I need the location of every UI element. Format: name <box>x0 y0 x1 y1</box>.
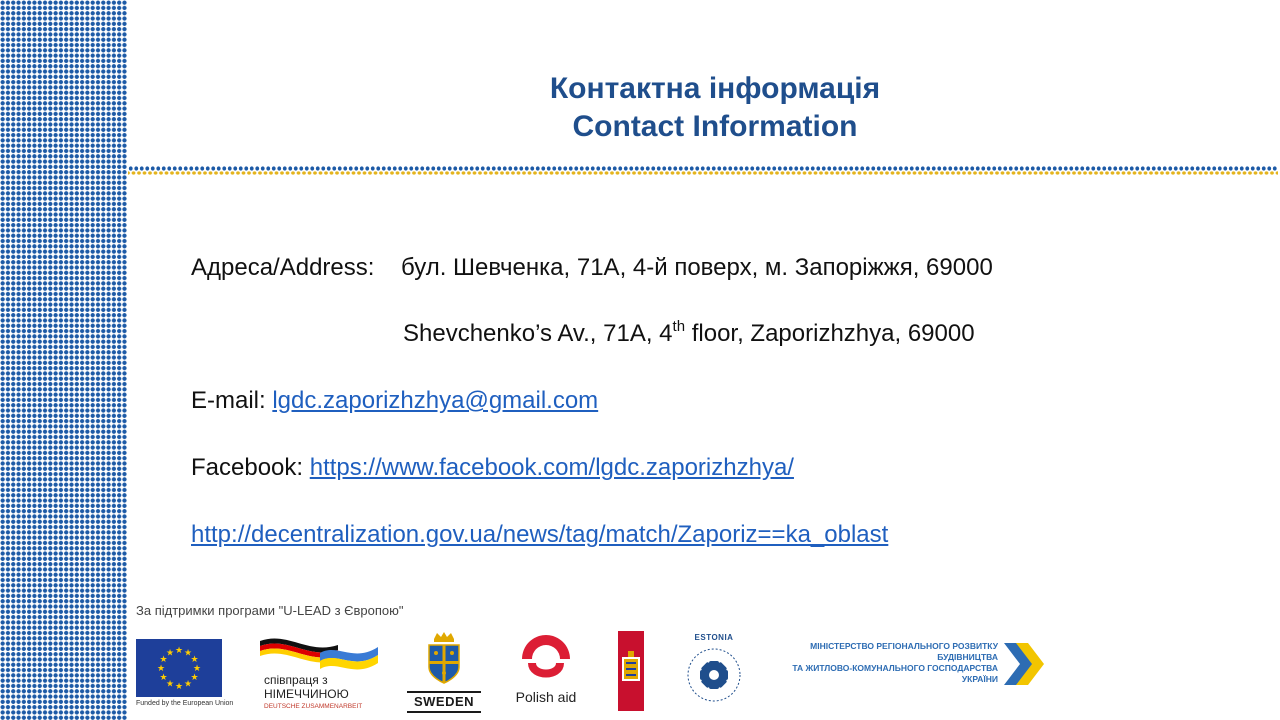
title-ukrainian: Контактна інформація <box>549 72 881 105</box>
svg-text:★: ★ <box>183 647 193 658</box>
svg-text:★: ★ <box>190 672 199 682</box>
facebook-row <box>191 453 794 483</box>
decentralization-row <box>191 520 888 550</box>
svg-text:★: ★ <box>174 681 184 691</box>
svg-text:★: ★ <box>165 647 175 658</box>
address-english-row <box>403 319 975 349</box>
dotted-side-panel <box>0 0 127 720</box>
svg-text:★: ★ <box>183 678 193 689</box>
estonia-label: ESTONIA <box>694 633 734 642</box>
decentralization-link[interactable]: http://decentralization.gov.ua/news/tag/match/Zaporiz==ka_oblast <box>191 521 889 548</box>
germany-line3: DEUTSCHE ZUSAMMENARBEIT <box>264 703 363 710</box>
facebook-label: Facebook: <box>191 454 310 481</box>
germany-line2: НІМЕЧЧИНОЮ <box>264 687 349 701</box>
svg-text:★: ★ <box>165 678 175 689</box>
svg-text:★: ★ <box>159 672 168 682</box>
title-english: Contact Information <box>572 110 858 143</box>
polish-aid-label: Polish aid <box>515 689 577 705</box>
email-label: E-mail: <box>191 387 273 414</box>
estonia-star-icon <box>682 641 746 711</box>
svg-text:★: ★ <box>159 654 168 664</box>
polish-aid-logo <box>510 633 582 713</box>
support-text: За підтримки програми "U-LEAD з Європою" <box>136 603 404 618</box>
ministry-line4: УКРАЇНИ <box>961 674 998 684</box>
sponsor-logos <box>0 625 1280 720</box>
ministry-logo <box>778 641 1046 701</box>
sweden-crest-icon <box>407 631 481 689</box>
germany-line1: співпраця з <box>264 673 328 687</box>
svg-text:★: ★ <box>192 663 202 673</box>
ministry-line2: БУДІВНИЦТВА <box>937 652 998 662</box>
germany-flag-wave-icon <box>258 633 380 673</box>
dotted-divider <box>128 166 1278 175</box>
svg-text:★: ★ <box>190 654 199 664</box>
sweden-label: SWEDEN <box>407 691 481 713</box>
eu-caption: Funded by the European Union <box>136 700 234 707</box>
address-ukrainian: бул. Шевченка, 71А, 4-й поверх, м. Запоріжжя, 69000 <box>401 254 993 281</box>
ministry-text <box>778 641 998 685</box>
address-english-part2: floor, Zaporizhzhya, 69000 <box>685 320 975 347</box>
denmark-logo <box>618 631 644 711</box>
polish-aid-symbol-icon <box>510 633 582 687</box>
sweden-logo <box>407 631 481 711</box>
page-title <box>300 70 1130 146</box>
email-row <box>191 386 598 416</box>
denmark-crest-icon <box>618 631 644 711</box>
email-link[interactable]: lgdc.zaporizhzhya@gmail.com <box>272 387 599 414</box>
ministry-chevron-icon <box>1002 641 1046 687</box>
address-row <box>191 253 993 283</box>
address-english-superscript: th <box>672 318 686 335</box>
svg-text:★: ★ <box>174 645 184 655</box>
facebook-link[interactable]: https://www.facebook.com/lgdc.zaporizhzhya/ <box>309 454 794 481</box>
ministry-line3: ТА ЖИТЛОВО-КОМУНАЛЬНОГО ГОСПОДАРСТВА <box>792 663 998 673</box>
address-label: Адреса/Address: <box>191 254 375 281</box>
ministry-line1: МІНІСТЕРСТВО РЕГІОНАЛЬНОГО РОЗВИТКУ <box>810 641 998 651</box>
address-english-part1: Shevchenko’s Av., 71A, 4 <box>403 320 673 347</box>
germany-cooperation-logo <box>258 633 380 715</box>
eu-flag-logo <box>136 639 222 697</box>
estonia-logo <box>682 633 746 713</box>
svg-text:★: ★ <box>156 663 166 673</box>
